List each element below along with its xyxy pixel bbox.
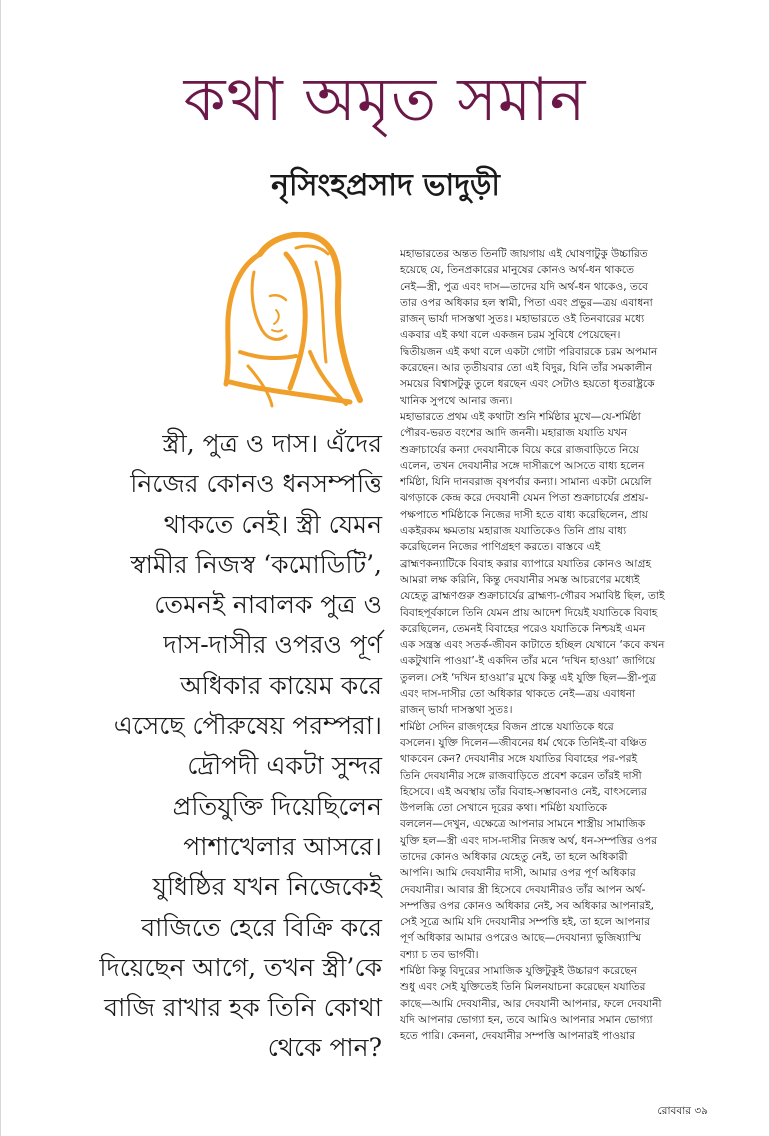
body-line: বিবাহপূর্বকালে তিনি যেমন প্রায় আদেশ দিয়েই যযাতিকে বিবাহ xyxy=(400,606,658,619)
body-line: করেছেন। আর তৃতীয়বার তো এই বিদুর, যিনি তাঁর সমকালীন xyxy=(400,362,652,375)
article-body xyxy=(400,246,744,1045)
pull-quote-line: অধিকার কায়েম করে xyxy=(180,670,382,700)
pull-quote-line: প্রতিযুক্তি দিয়েছিলেন xyxy=(172,791,382,821)
body-line: সময়ের বিশ্বাসটুকু তুলে ধরছেন এবং সেটাও হয়তো ধৃতরাষ্ট্রকে xyxy=(400,378,655,391)
body-line: শুক্রাচার্যের কন্যা দেবযানীকে বিয়ে করে রাজবাড়িতে নিয়ে xyxy=(400,443,639,456)
body-line: শর্মিষ্ঠা, যিনি দানবরাজ বৃষপর্বার কন্যা। সামান্য একটা মেয়েলি xyxy=(400,476,652,489)
body-line: মহাভারতে প্রথম এই কথাটা শুনি শর্মিষ্ঠার মুখে—যে-শর্মিষ্ঠা xyxy=(400,410,641,423)
body-line: রাজন্ ভার্যা দাসস্তথা সুতঃ। মহাভারতে ওই তিনবারের মধ্যে xyxy=(400,313,645,326)
body-line: পূর্ণ অধিকার আমার ওপরেও আছে—দেবযান্যা ভুজিষ্যাস্মি xyxy=(400,932,641,945)
body-line: ব্রাহ্মণকন্যাটিকে বিবাহ করার ব্যাপারে যযাতির কোনও আগ্রহ xyxy=(400,557,652,570)
pull-quote-line: বাজি রাখার হক তিনি কোথা xyxy=(104,993,382,1023)
body-line: এবং দাস-দাসীর তো অধিকার থাকতে নেই—ত্রয় এবাধনা xyxy=(400,688,636,701)
body-line: তিনি দেবযানীর সঙ্গে রাজবাড়িতে প্রবেশ করেন তাঁরই দাসী xyxy=(400,769,642,782)
pull-quote-line: দাস-দাসীর ওপরও পূর্ণ xyxy=(163,630,382,660)
body-line: পক্ষপাতে শর্মিষ্ঠাকে নিজের দাসী হতে বাধ্য করেছিলেন, প্রায় xyxy=(400,508,648,521)
body-line: হিসেবে। এই অবস্থায় তাঁর বিবাহ-সম্ভাবনাও নেই, বাৎসল্যের xyxy=(400,785,647,798)
body-line: কাছে—আমি দেবযানীর, আর দেবযানী আপনার, ফলে দেবযানী xyxy=(400,997,662,1010)
body-line: শর্মিষ্ঠা সেদিন রাজগৃহের বিজন প্রান্তে যযাতিকে ধরে xyxy=(400,720,614,733)
body-line: খানিক সুপথে আনার জন্য। xyxy=(400,394,513,407)
body-line: দেবযানীর। আবার স্ত্রী হিসেবে দেবযানীরও তাঁর আপন অর্থ- xyxy=(400,883,646,896)
pull-quote-line: এসেছে পৌরুষেয় পরম্পরা। xyxy=(113,711,382,741)
body-line: একটুখানি পাওয়া’-ই একদিন তাঁর মনে ‘দখিন হাওয়া’ জাগিয়ে xyxy=(400,655,656,668)
body-line: তুলল। সেই ‘দখিন হাওয়া’র মুখে কিন্তু এই যুক্তি ছিল—স্ত্রী-পুত্র xyxy=(400,671,657,684)
body-line: নেই—স্ত্রী, পুত্র এবং দাস—তাদের যদি অর্থ-ধন থাকেও, তবে xyxy=(400,280,649,293)
body-line: করেছিলেন, তেমনই বিবাহের পরেও যযাতিকে নিশ্চয়ই এমন xyxy=(400,622,646,635)
body-line: এলেন, তখন দেবযানীর সঙ্গে দাসীরূপে আসতে বাধ্য হলেন xyxy=(400,459,645,472)
body-line: আপনি। আমি দেবযানীর দাসী, আমার ওপর পূর্ণ অধিকার xyxy=(400,867,636,880)
pull-quote-line: স্ত্রী, পুত্র ও দাস। এঁদের xyxy=(162,429,382,458)
body-line: পৌরব-ভরত বংশের আদি জননী। মহারাজ যযাতি যখন xyxy=(400,427,628,440)
pull-quote-line: যুধিষ্ঠির যখন নিজেকেই xyxy=(152,872,382,902)
body-line: একইরকম ক্ষমতায় মহারাজ যযাতিকেও তিনি প্রায় বাধ্য xyxy=(400,525,627,538)
article-title: কথা অমৃত সমান xyxy=(183,65,587,135)
body-line: শর্মিষ্ঠা কিন্তু বিদুরের সামাজিক যুক্তিটুকুই উচ্চারণ করেছেন xyxy=(400,965,638,978)
pull-quote-line: নিজের কোনও ধনসম্পত্তি xyxy=(130,469,382,499)
left-margin-line xyxy=(0,0,1,1136)
body-line: এক সন্ত্রস্ত এবং সতর্ক-জীবন কাটাতে হচ্ছিল যেখানে ‘কবে কখন xyxy=(400,639,665,652)
pull-quote-line: পাশাখেলার আসরে। xyxy=(183,831,382,861)
body-line: বললেন—দেখুন, এক্ষেত্রে আপনার সামনে শাস্ত্রীয় সামাজিক xyxy=(400,818,646,831)
body-line: রাজন্ ভার্যা দাসস্তথা সুতঃ। xyxy=(400,704,513,717)
author-name: নৃসিংহপ্রসাদ ভাদুড়ী xyxy=(271,168,500,203)
body-line: তাদের কোনও অধিকার যেহেতু নেই, তা হলে অধিকারী xyxy=(400,850,628,863)
body-line: তার ওপর অধিকার হল স্বামী, পিতা এবং প্রভুর—ত্রয় এবাধনা xyxy=(400,296,653,309)
body-line: দ্বিতীয়জন এই কথা বলে একটা গোটা পরিবারকে চরম অপমান xyxy=(400,345,658,358)
body-line: মহাভারতের অন্তত তিনটি জায়গায় এই ঘোষণাটুকু উচ্চারিত xyxy=(400,248,648,260)
body-line: শুধু এবং সেই যুক্তিতেই তিনি মিলনযাচনা করেছেন যযাতির xyxy=(400,981,646,994)
body-line: বশ্যা চ তব ভার্গবী। xyxy=(400,948,479,961)
body-line: সেই সূত্রে আমি যদি দেবযানীর সম্পত্তি হই, তা হলে আপনার xyxy=(400,916,651,929)
pull-quote-line: থেকে পান? xyxy=(267,1033,382,1063)
pull-quote-line: স্বামীর নিজস্ব ‘কমোডিটি’, xyxy=(130,549,382,579)
body-line: একবার এই কথা বলে একজন চরম সুবিধে পেয়েছেন। xyxy=(400,329,621,342)
body-line: হতে পারি। কেননা, দেবযানীর সম্পত্তি আপনারই পাওয়ার xyxy=(400,1030,636,1043)
pull-quote-line: দিয়েছেন আগে, তখন স্ত্রী’কে xyxy=(99,952,382,982)
body-line: বসলেন। যুক্তি দিলেন—জীবনের ধর্ম থেকে তিনিই-বা বঞ্চিত xyxy=(400,736,647,749)
veiled-woman-sketch-icon xyxy=(200,232,370,408)
pull-quote-line: তেমনই নাবালক পুত্র ও xyxy=(154,590,382,620)
pull-quote-line: থাকতে নেই। স্ত্রী যেমন xyxy=(163,509,382,539)
pull-quote xyxy=(60,424,382,1069)
body-line: যেহেতু ব্রাহ্মণগুরু শুক্রাচার্যের ব্রাহ্মণ্য-গৌরব সমাবিষ্ট ছিল, তাই xyxy=(400,590,665,603)
body-line: করেছিলেন নিজের পাণিগ্রহণ করতে। বাস্তবে এই xyxy=(400,541,601,554)
body-line: হয়েছে যে, তিনপ্রকারের মানুষের কোনও অর্থ-ধন থাকতে xyxy=(400,264,635,277)
pull-quote-line: দ্রৌপদী একটা সুন্দর xyxy=(187,751,382,781)
body-line: ঝগড়াকে কেন্দ্র করে দেবযানী যেমন পিতা শুক্রাচার্যের প্রশ্রয়- xyxy=(400,492,649,505)
body-line: আমরা লক্ষ করিনি, কিন্তু দেবযানীর সমস্ত আচরণের মধ্যেই xyxy=(400,573,640,586)
body-line: যদি আপনার ভোগ্যা হন, তবে আমিও আপনার সমান ভোগ্যা xyxy=(400,1013,653,1026)
pull-quote-line: বাজিতে হেরে বিক্রি করে xyxy=(141,912,382,942)
body-line: থাকবেন কেন? দেবযানীর সঙ্গে যযাতির বিবাহের পর-পরই xyxy=(400,753,638,766)
body-line: সম্পত্তির ওপর কোনও অধিকার নেই, সব অধিকার আপনারই, xyxy=(400,899,654,912)
page-footer: রোববার ৩৯ xyxy=(657,1105,708,1117)
body-line: যুক্তি হল—স্ত্রী এবং দাস-দাসীর নিজস্ব অর্থ, ধন-সম্পত্তির ওপর xyxy=(400,834,658,847)
body-line: উপলব্ধি তো সেখানে দূরের কথা। শর্মিষ্ঠা যযাতিকে xyxy=(400,802,608,815)
